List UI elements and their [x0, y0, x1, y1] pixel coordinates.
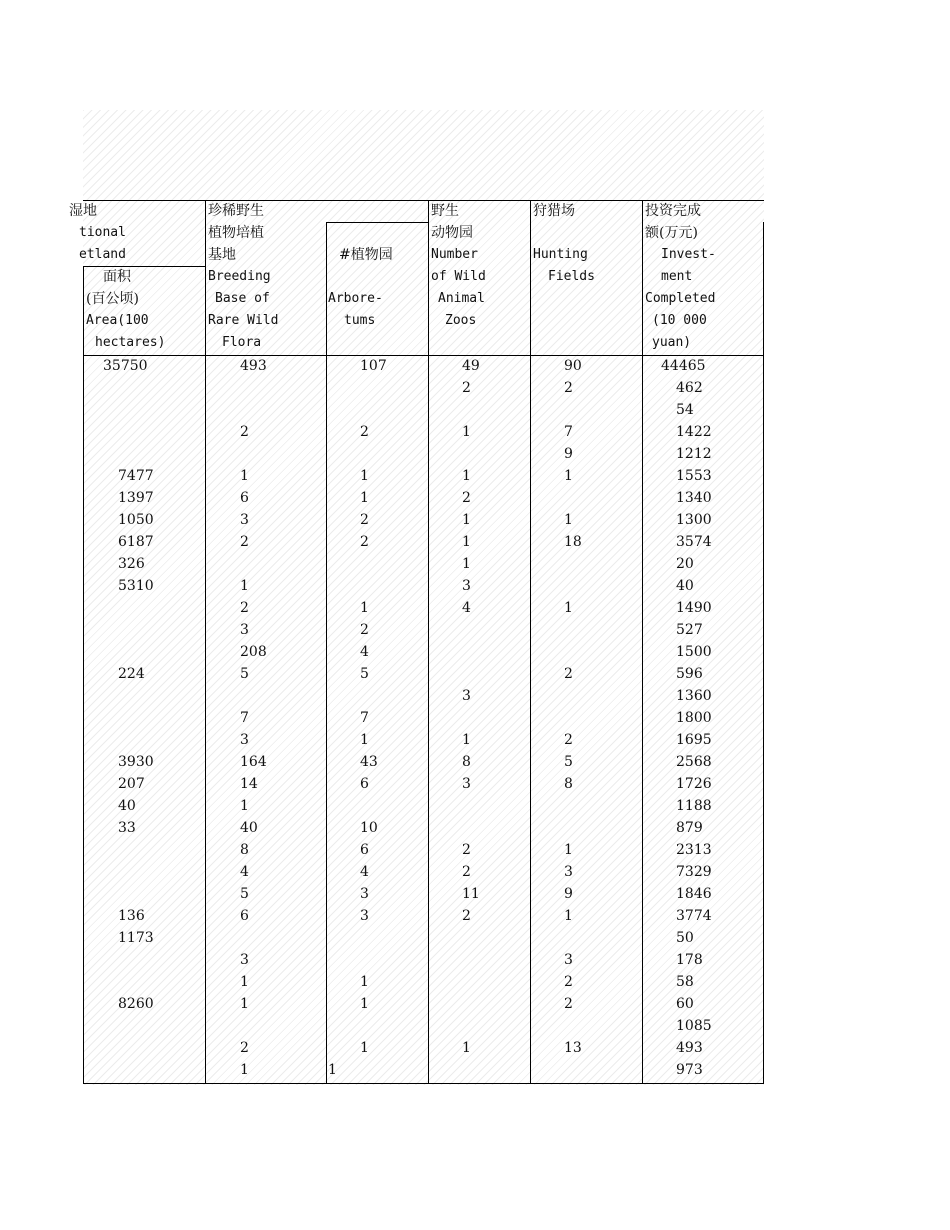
cell-investment: 60 [676, 996, 694, 1012]
cell-breeding: 4 [240, 864, 249, 880]
cell-zoos: 11 [462, 886, 480, 902]
cell-hunting: 2 [564, 666, 573, 682]
col-border-hunting [530, 200, 531, 1084]
wetland-header-en1: tional [79, 225, 126, 240]
cell-investment: 44465 [661, 358, 706, 374]
cell-investment: 1085 [676, 1018, 712, 1034]
cell-hunting: 7 [564, 424, 573, 440]
cell-zoos: 1 [462, 556, 471, 572]
hunting-header-en2: Fields [548, 269, 595, 284]
wetland-header-cn: 湿地 [69, 203, 97, 219]
cell-investment: 1360 [676, 688, 712, 704]
investment-header-cn1: 投资完成 [645, 203, 701, 219]
zoos-header-en1: Number [431, 247, 478, 262]
breeding-header-en1: Breeding [208, 269, 271, 284]
breeding-header-en3: Rare Wild [208, 313, 279, 328]
cell-arboretum: 7 [360, 710, 369, 726]
cell-investment: 1846 [676, 886, 712, 902]
cell-investment: 1340 [676, 490, 712, 506]
cell-arboretum: 1 [328, 1062, 337, 1078]
cell-hunting: 8 [564, 776, 573, 792]
cell-area: 33 [118, 820, 136, 836]
cell-breeding: 40 [240, 820, 258, 836]
cell-zoos: 1 [462, 424, 471, 440]
breeding-header-en4: Flora [222, 335, 262, 350]
cell-hunting: 3 [564, 864, 573, 880]
cell-breeding: 164 [240, 754, 267, 770]
table-bottom-border [83, 1083, 764, 1084]
cell-investment: 596 [676, 666, 703, 682]
cell-arboretum: 107 [360, 358, 387, 374]
cell-area: 326 [118, 556, 145, 572]
cell-breeding: 1 [240, 974, 249, 990]
cell-breeding: 7 [240, 710, 249, 726]
col-border-breeding [205, 200, 206, 1084]
cell-area: 3930 [118, 754, 154, 770]
cell-arboretum: 1 [360, 490, 369, 506]
cell-hunting: 2 [564, 974, 573, 990]
cell-arboretum: 6 [360, 776, 369, 792]
cell-arboretum: 1 [360, 1040, 369, 1056]
cell-zoos: 1 [462, 468, 471, 484]
cell-hunting: 1 [564, 512, 573, 528]
cell-zoos: 3 [462, 776, 471, 792]
cell-arboretum: 1 [360, 600, 369, 616]
hunting-header-en1: Hunting [533, 247, 588, 262]
cell-breeding: 8 [240, 842, 249, 858]
wetland-header-en2: etland [79, 247, 126, 262]
cell-investment: 1188 [676, 798, 712, 814]
cell-hunting: 1 [564, 600, 573, 616]
arboretum-header-en1: Arbore- [328, 291, 383, 306]
area-header-cn2: (百公顷) [86, 291, 139, 307]
cell-breeding: 1 [240, 1062, 249, 1078]
cell-arboretum: 3 [360, 908, 369, 924]
cell-zoos: 2 [462, 842, 471, 858]
cell-hunting: 2 [564, 996, 573, 1012]
cell-hunting: 9 [564, 886, 573, 902]
cell-zoos: 2 [462, 490, 471, 506]
breeding-header-cn3: 基地 [208, 247, 236, 263]
cell-hunting: 1 [564, 468, 573, 484]
cell-investment: 527 [676, 622, 703, 638]
cell-arboretum: 6 [360, 842, 369, 858]
cell-breeding: 1 [240, 996, 249, 1012]
cell-investment: 1422 [676, 424, 712, 440]
cell-area: 1173 [118, 930, 154, 946]
cell-arboretum: 4 [360, 864, 369, 880]
cell-zoos: 3 [462, 578, 471, 594]
cell-breeding: 5 [240, 886, 249, 902]
cell-investment: 20 [676, 556, 694, 572]
cell-investment: 3774 [676, 908, 712, 924]
cell-investment: 1300 [676, 512, 712, 528]
cell-breeding: 6 [240, 490, 249, 506]
cell-zoos: 1 [462, 534, 471, 550]
cell-investment: 1490 [676, 600, 712, 616]
cell-investment: 493 [676, 1040, 703, 1056]
cell-breeding: 2 [240, 424, 249, 440]
area-header-en1: Area(100 [86, 313, 149, 328]
cell-area: 5310 [118, 578, 154, 594]
investment-header-en5: yuan) [652, 335, 692, 350]
cell-zoos: 2 [462, 864, 471, 880]
cell-investment: 1800 [676, 710, 712, 726]
cell-arboretum: 1 [360, 996, 369, 1012]
cell-zoos: 3 [462, 688, 471, 704]
cell-arboretum: 4 [360, 644, 369, 660]
investment-header-en2: ment [661, 269, 693, 284]
cell-zoos: 8 [462, 754, 471, 770]
investment-header-en3: Completed [645, 291, 716, 306]
breeding-header-cn2: 植物培植 [208, 225, 264, 241]
cell-hunting: 5 [564, 754, 573, 770]
investment-header-cn2: 额(万元) [645, 225, 698, 241]
cell-zoos: 4 [462, 600, 471, 616]
cell-arboretum: 1 [360, 468, 369, 484]
cell-area: 40 [118, 798, 136, 814]
cell-investment: 7329 [676, 864, 712, 880]
cell-zoos: 1 [462, 1040, 471, 1056]
cell-zoos: 1 [462, 732, 471, 748]
cell-investment: 2313 [676, 842, 712, 858]
zoos-header-en4: Zoos [445, 313, 477, 328]
cell-arboretum: 3 [360, 886, 369, 902]
cell-arboretum: 1 [360, 732, 369, 748]
cell-zoos: 2 [462, 380, 471, 396]
breeding-header-en2: Base of [215, 291, 270, 306]
zoos-header-cn1: 野生 [431, 203, 459, 219]
cell-area: 6187 [118, 534, 154, 550]
cell-investment: 1553 [676, 468, 712, 484]
cell-hunting: 3 [564, 952, 573, 968]
zoos-header-en3: Animal [438, 291, 485, 306]
arboretum-header-cn: #植物园 [339, 247, 393, 263]
cell-breeding: 2 [240, 600, 249, 616]
cell-area: 207 [118, 776, 145, 792]
investment-header-en1: Invest- [661, 247, 716, 262]
cell-breeding: 14 [240, 776, 258, 792]
hunting-header-cn: 狩猎场 [533, 203, 575, 219]
cell-breeding: 3 [240, 512, 249, 528]
cell-arboretum: 43 [360, 754, 378, 770]
cell-zoos: 2 [462, 908, 471, 924]
cell-investment: 1726 [676, 776, 712, 792]
cell-investment: 973 [676, 1062, 703, 1078]
cell-investment: 58 [676, 974, 694, 990]
area-header-cn1: 面积 [103, 269, 131, 285]
cell-investment: 54 [676, 402, 694, 418]
cell-zoos: 1 [462, 512, 471, 528]
cell-investment: 1500 [676, 644, 712, 660]
cell-breeding: 2 [240, 1040, 249, 1056]
cell-hunting: 90 [564, 358, 582, 374]
cell-breeding: 6 [240, 908, 249, 924]
investment-header-en4: (10 000 [652, 313, 707, 328]
cell-area: 8260 [118, 996, 154, 1012]
cell-hunting: 13 [564, 1040, 582, 1056]
cell-investment: 879 [676, 820, 703, 836]
cell-area: 1397 [118, 490, 154, 506]
cell-investment: 3574 [676, 534, 712, 550]
cell-breeding: 3 [240, 952, 249, 968]
area-header-border [83, 266, 205, 267]
wetland-header [69, 200, 205, 266]
cell-investment: 462 [676, 380, 703, 396]
cell-arboretum: 2 [360, 424, 369, 440]
cell-hunting: 2 [564, 380, 573, 396]
cell-investment: 1695 [676, 732, 712, 748]
cell-arboretum: 5 [360, 666, 369, 682]
cell-investment: 2568 [676, 754, 712, 770]
cell-breeding: 5 [240, 666, 249, 682]
col-border-right [763, 222, 764, 1084]
breeding-header-cn1: 珍稀野生 [208, 203, 264, 219]
cell-hunting: 1 [564, 908, 573, 924]
area-header-en2: hectares) [95, 335, 166, 350]
cell-arboretum: 2 [360, 622, 369, 638]
cell-arboretum: 10 [360, 820, 378, 836]
cell-breeding: 2 [240, 534, 249, 550]
cell-area: 136 [118, 908, 145, 924]
cell-breeding: 208 [240, 644, 267, 660]
col-border-investment [642, 200, 643, 1084]
col-border-left [83, 266, 84, 1084]
arboretum-header-en2: tums [344, 313, 376, 328]
col-border-zoos [428, 200, 429, 1084]
cell-investment: 178 [676, 952, 703, 968]
cell-area: 35750 [103, 358, 148, 374]
cell-investment: 40 [676, 578, 694, 594]
cell-hunting: 18 [564, 534, 582, 550]
arboretum-header-border [326, 222, 429, 223]
cell-breeding: 493 [240, 358, 267, 374]
cell-area: 1050 [118, 512, 154, 528]
col-border-arboretum [326, 222, 327, 1084]
cell-area: 7477 [118, 468, 154, 484]
cell-hunting: 1 [564, 842, 573, 858]
cell-breeding: 3 [240, 622, 249, 638]
cell-investment: 50 [676, 930, 694, 946]
cell-zoos: 49 [462, 358, 480, 374]
cell-arboretum: 2 [360, 534, 369, 550]
cell-breeding: 3 [240, 732, 249, 748]
zoos-header-cn2: 动物园 [431, 225, 473, 241]
cell-investment: 1212 [676, 446, 712, 462]
cell-breeding: 1 [240, 468, 249, 484]
cell-arboretum: 2 [360, 512, 369, 528]
cell-area: 224 [118, 666, 145, 682]
cell-breeding: 1 [240, 578, 249, 594]
cell-arboretum: 1 [360, 974, 369, 990]
cell-hunting: 2 [564, 732, 573, 748]
zoos-header-en2: of Wild [431, 269, 486, 284]
cell-hunting: 9 [564, 446, 573, 462]
cell-breeding: 1 [240, 798, 249, 814]
